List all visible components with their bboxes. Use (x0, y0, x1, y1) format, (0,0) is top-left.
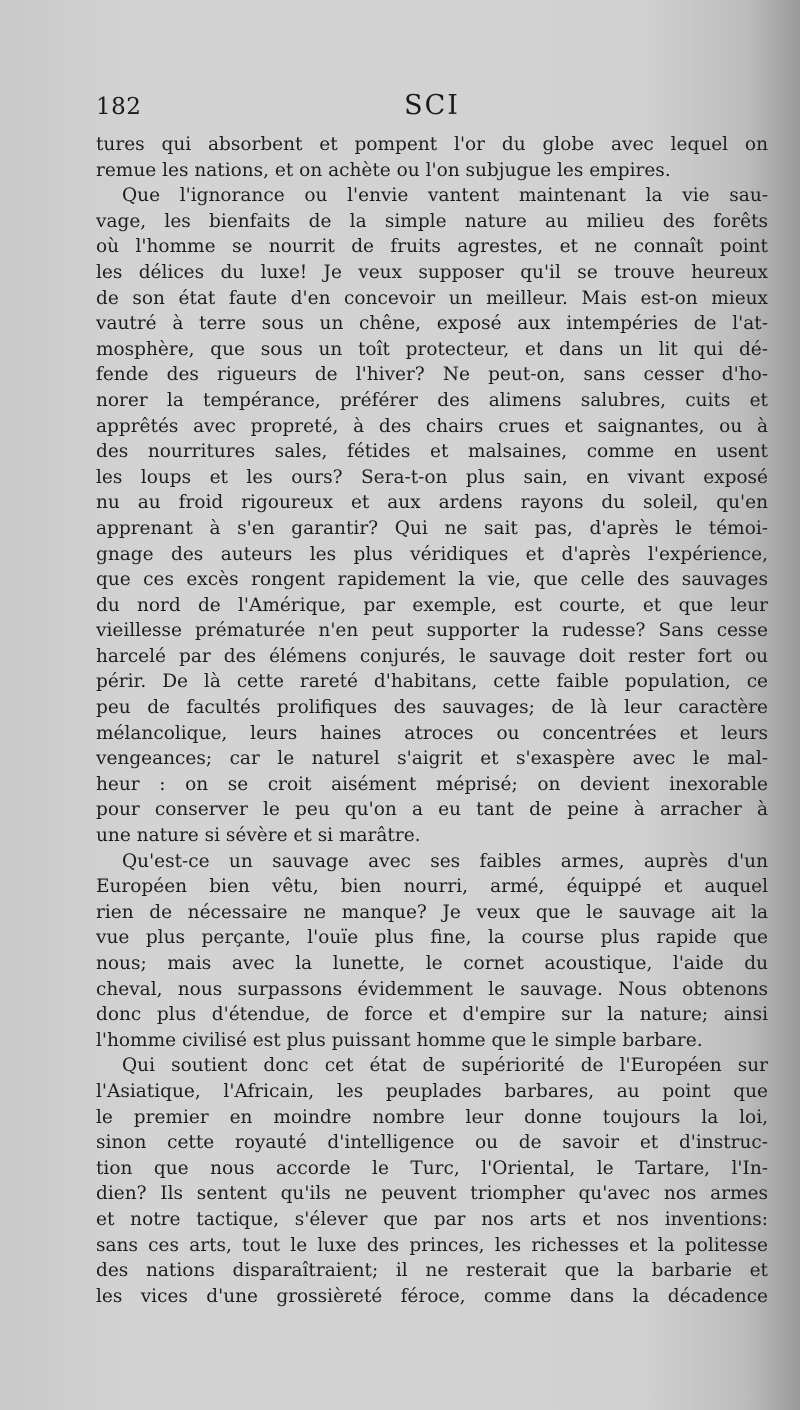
text-line: que ces excès rongent rapidement la vie, que celle des sauvages (96, 569, 768, 591)
text-line: du nord de l'Amérique, par exemple, est courte, et que leur (96, 594, 768, 616)
text-line: où l'homme se nourrit de fruits agrestes, et ne connaît point (96, 236, 768, 258)
text-line: nu au froid rigoureux et aux ardens rayons du soleil, qu'en (96, 492, 768, 514)
text-line: Qu'est-ce un sauvage avec ses faibles armes, auprès d'un (122, 850, 768, 872)
text-line: périr. De là cette rareté d'habitans, cette faible population, ce (96, 671, 768, 693)
text-line: une nature si sévère et si marâtre. (96, 825, 421, 847)
text-line: norer la tempérance, préférer des alimens salubres, cuits et (96, 389, 768, 411)
running-head: SCI (404, 90, 460, 121)
text-line: les loups et les ours? Sera-t-on plus sain, en vivant exposé (96, 466, 768, 488)
text-line: sinon cette royauté d'intelligence ou de savoir et d'instruc- (96, 1132, 768, 1154)
text-line: dien? Ils sentent qu'ils ne peuvent triompher qu'avec nos armes (96, 1183, 768, 1205)
text-line: donc plus d'étendue, de force et d'empire sur la nature; ainsi (96, 1004, 768, 1026)
body-text (96, 132, 768, 1309)
text-line: fende des rigueurs de l'hiver? Ne peut-on, sans cesser d'ho- (96, 364, 768, 386)
page-number: 182 (96, 94, 142, 120)
text-line: mosphère, que sous un toît protecteur, et dans un lit qui dé- (96, 338, 768, 360)
text-line: pour conserver le peu qu'on a eu tant de peine à arracher à (96, 799, 768, 821)
text-line: Européen bien vêtu, bien nourri, armé, équippé et auquel (96, 876, 768, 898)
text-line: tures qui absorbent et pompent l'or du globe avec lequel on (96, 134, 768, 155)
text-line: mélancolique, leurs haines atroces ou concentrées et leurs (96, 722, 768, 744)
text-line: harcelé par des élémens conjurés, le sauvage doit rester fort ou (96, 645, 768, 667)
text-line: de son état faute d'en concevoir un meilleur. Mais est-on mieux (96, 287, 768, 309)
text-line: vautré à terre sous un chêne, exposé aux intempéries de l'at- (96, 313, 768, 335)
page-header (96, 90, 768, 128)
text-line: vue plus perçante, l'ouïe plus fine, la course plus rapide que (96, 927, 768, 949)
text-line: l'Asiatique, l'Africain, les peuplades barbares, au point que (96, 1080, 768, 1102)
text-line: les délices du luxe! Je veux supposer qu'il se trouve heureux (96, 261, 768, 283)
text-line: nous; mais avec la lunette, le cornet acoustique, l'aide du (96, 953, 768, 974)
text-line: et notre tactique, s'élever que par nos arts et nos inventions: (96, 1208, 768, 1230)
text-line: rien de nécessaire ne manque? Je veux que le sauvage ait la (96, 901, 768, 923)
text-line: cheval, nous surpassons évidemment le sauvage. Nous obtenons (96, 978, 768, 1000)
text-line: l'homme civilisé est plus puissant homme que le simple barbare. (96, 1029, 703, 1051)
text-line: tion que nous accorde le Turc, l'Oriental, le Tartare, l'In- (96, 1157, 768, 1179)
text-line: remue les nations, et on achète ou l'on subjugue les empires. (96, 159, 671, 181)
text-line: gnage des auteurs les plus véridiques et d'après l'expérience, (96, 543, 768, 565)
text-line: Qui soutient donc cet état de supériorité de l'Européen sur (122, 1055, 768, 1077)
text-line: vengeances; car le naturel s'aigrit et s'exaspère avec le mal- (96, 748, 768, 770)
text-line: le premier en moindre nombre leur donne toujours la loi, (96, 1106, 768, 1128)
text-line: apprêtés avec propreté, à des chairs crues et saignantes, ou à (96, 415, 768, 437)
text-line: des nourritures sales, fétides et malsaines, comme en usent (96, 441, 768, 463)
text-line: apprenant à s'en garantir? Qui ne sait pas, d'après le témoi- (96, 517, 768, 539)
text-line: heur : on se croit aisément méprisé; on devient inexorable (96, 773, 768, 795)
text-line: vieillesse prématurée n'en peut supporter la rudesse? Sans cesse (96, 620, 768, 642)
text-line: Que l'ignorance ou l'envie vantent maintenant la vie sau- (122, 185, 768, 207)
text-line: sans ces arts, tout le luxe des princes, les richesses et la politesse (96, 1234, 768, 1256)
text-line: des nations disparaîtraient; il ne resterait que la barbarie et (96, 1260, 768, 1282)
text-line: les vices d'une grossièreté féroce, comme dans la décadence (96, 1285, 768, 1307)
text-line: vage, les bienfaits de la simple nature au milieu des forêts (96, 210, 768, 232)
text-line: peu de facultés prolifiques des sauvages; de là leur caractère (96, 697, 768, 719)
